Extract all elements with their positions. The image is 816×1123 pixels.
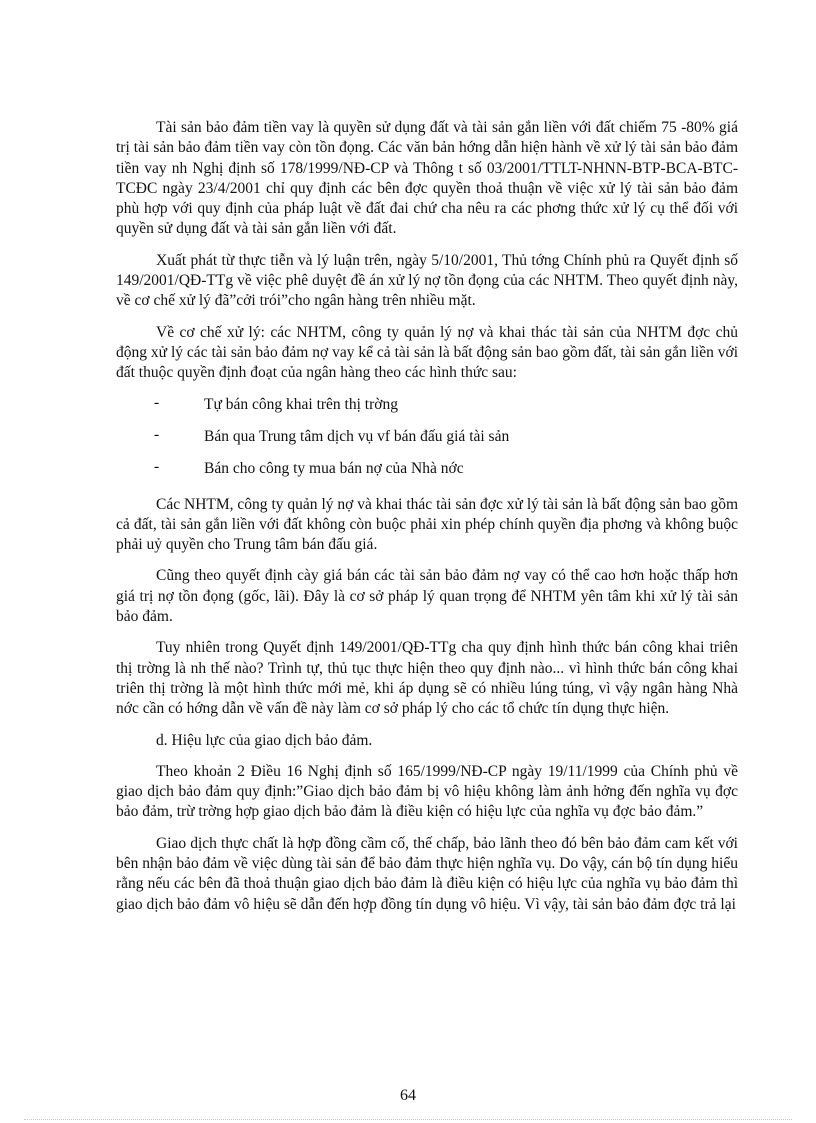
list-item (116, 427, 738, 459)
list-item (116, 395, 738, 427)
document-page (116, 118, 738, 926)
section-heading: d. Hiệu lực của giao dịch bảo đảm. (156, 731, 373, 749)
paragraph: Cũng theo quyết định cày giá bán các tài sản bảo đảm nợ vay có thể cao hơn hoặc thấp hơn giá trị nợ tồn đọng (gốc, lãi). Đây là cơ sở pháp lý quan trọng để NHTM yên tâm khi xử lý tài sản bảo đảm. (116, 567, 738, 626)
list-item-text: Tự bán công khai trên thị trờng (204, 395, 398, 413)
bullet-dash: - (154, 457, 160, 475)
paragraph: Xuất phát từ thực tiễn và lý luận trên, ngày 5/10/2001, Thủ tớng Chính phủ ra Quyết định số 149/2001/QĐ-TTg về việc phê duyệt đề án xử lý nợ tồn đọng của các NHTM. Theo quyết định này, về cơ chế xử lý đã”cởi trói”cho ngân hàng trên nhiều mặt. (116, 251, 738, 310)
paragraph: Về cơ chế xử lý: các NHTM, công ty quản lý nợ và khai thác tài sản của NHTM đợc chủ động xử lý các tài sản bảo đảm nợ vay kể cả tài sản là bất động sản bao gồm đất, tài sản gắn liền với đất thuộc quyền định đoạt của ngân hàng theo các hình thức sau: (116, 323, 738, 382)
list-item-text: Bán cho công ty mua bán nợ của Nhà nớc (204, 459, 464, 477)
paragraph: Tuy nhiên trong Quyết định 149/2001/QĐ-TTg cha quy định hình thức bán công khai triên thị trờng là nh thế nào? Trình tự, thủ tục thực hiện theo quy định nào... vì hình thức bán công khai triên thị trờng là một hình thức mới mẻ, khi áp dụng sẽ có nhiều lúng túng, vì vậy ngân hàng Nhà nớc cần có hớng dẫn về vấn đề này làm cơ sở pháp lý cho các tổ chức tín dụng thực hiện. (116, 639, 738, 718)
bullet-dash: - (154, 425, 160, 443)
paragraph: Giao dịch thực chất là hợp đồng cầm cố, thế chấp, bảo lãnh theo đó bên bảo đảm cam kết với bên nhận bảo đảm về việc dùng tài sản để bảo đảm thực hiện nghĩa vụ. Do vậy, cán bộ tín dụng hiểu rằng nếu các bên đã thoả thuận giao dịch bảo đảm là điều kiện có hiệu lực của nghĩa vụ bảo đảm thì giao dịch bảo đảm vô hiệu sẽ dẫn đến hợp đồng tín dụng vô hiệu. Vì vậy, tài sản bảo đảm đợc trả lại (116, 834, 738, 913)
bullet-list (116, 395, 738, 491)
paragraph: Tài sản bảo đảm tiền vay là quyền sử dụng đất và tài sản gắn liền với đất chiếm 75 -80% giá trị tài sản bảo đảm tiền vay còn tồn đọng. Các văn bản hớng dẫn hiện hành về xử lý tài sản bảo đảm tiền vay nh Nghị định số 178/1999/NĐ-CP và Thông t số 03/2001/TTLT-NHNN-BTP-BCA-BTC-TCĐC ngày 23/4/2001 chỉ quy định các bên đợc quyền thoả thuận về việc xử lý tài sản bảo đảm phù hợp với quy định của pháp luật về đất đai chứ cha nêu ra các phơng thức xử lý cụ thể đối với quyền sử dụng đất và tài sản gắn liền với đất. (116, 119, 738, 238)
page-number: 64 (400, 1087, 416, 1104)
paragraph: Các NHTM, công ty quản lý nợ và khai thác tài sản đợc xử lý tài sản là bất động sản bao gồm cả đất, tài sản gắn liền với đất không còn buộc phải xin phép chính quyền địa phơng và không buộc phải uỷ quyền cho Trung tâm bán đấu giá. (116, 495, 738, 554)
page-bottom-border (24, 1119, 792, 1120)
list-item (116, 459, 738, 491)
paragraph: Theo khoản 2 Điều 16 Nghị định số 165/1999/NĐ-CP ngày 19/11/1999 của Chính phủ về giao dịch bảo đảm quy định:”Giao dịch bảo đảm bị vô hiệu không làm ảnh hởng đến nghĩa vụ đợc bảo đảm, trừ trờng hợp giao dịch bảo đảm là điều kiện có hiệu lực của nghĩa vụ đợc bảo đảm.” (116, 762, 738, 821)
list-item-text: Bán qua Trung tâm dịch vụ vf bán đấu giá tài sản (204, 427, 510, 445)
bullet-dash: - (154, 393, 160, 411)
